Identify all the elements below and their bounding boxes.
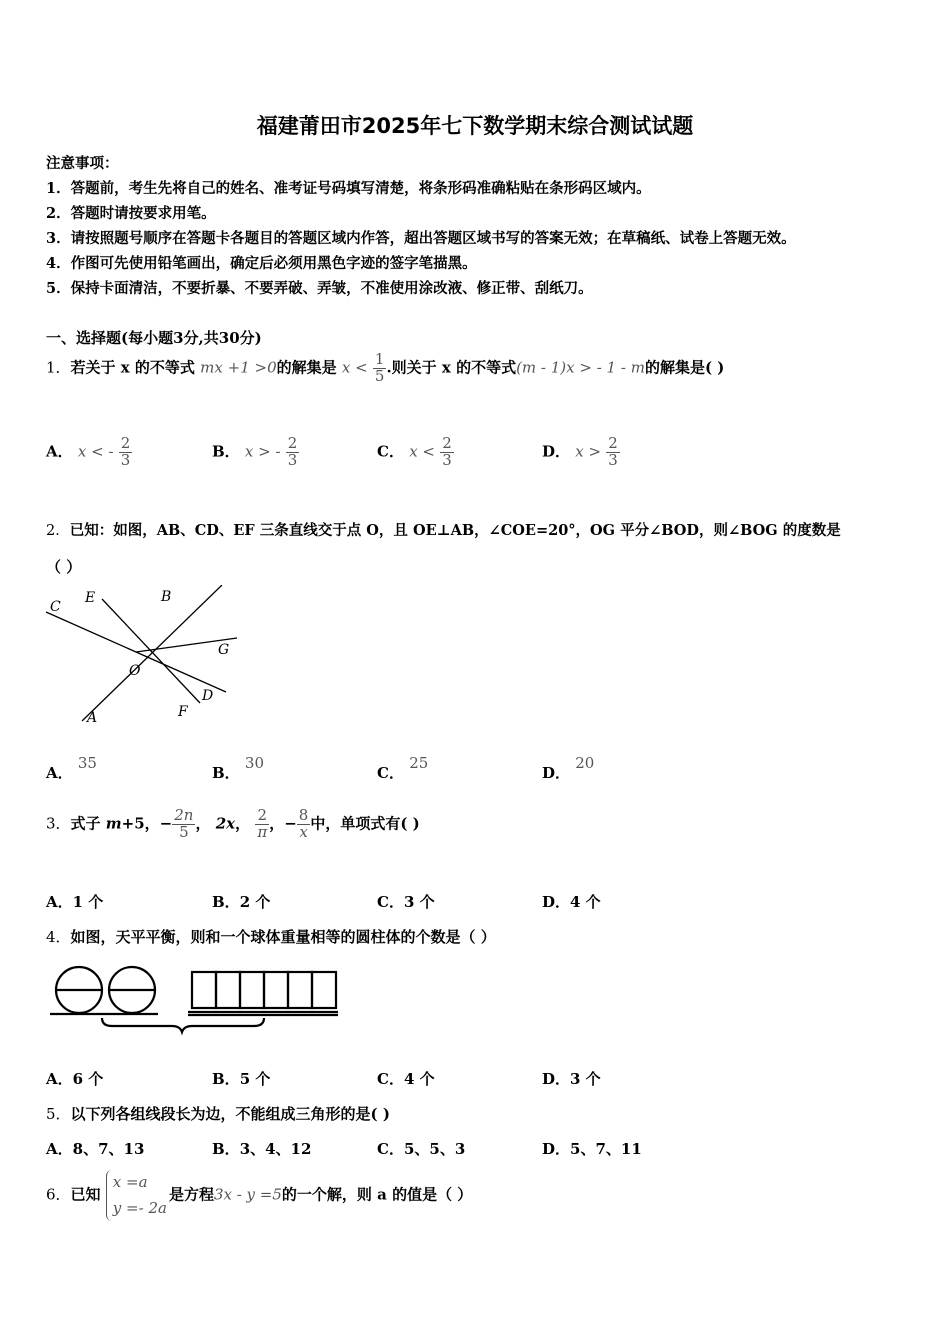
section-heading: 一、选择题(每小题3分,共30分)	[46, 329, 262, 347]
option-c[interactable]: C．5、5、3	[377, 1140, 466, 1158]
question-text: 已知：如图，AB、CD、EF 三条直线交于点 O，且 OE⊥AB，∠COE=20°，OG 平分∠BOD，则∠BOG 的度数是	[69, 522, 841, 539]
notice-item: 4．作图可先使用铅笔画出，确定后必须用黑色字迹的签字笔描黑。	[46, 255, 477, 272]
inequality-expression: mx +1 >0	[200, 358, 277, 377]
option-b[interactable]: B．3、4、12	[212, 1140, 312, 1158]
question-text: 以下列各组线段长为边，不能组成三角形的是( )	[70, 1105, 390, 1123]
option-a[interactable]: A．1 个	[46, 893, 104, 911]
balance-figure	[46, 960, 340, 1036]
fraction: $\frac{1}{5}$	[374, 350, 385, 385]
option-a[interactable]: A． x < - $\frac{2}{3}$	[46, 434, 131, 469]
cylinder	[264, 972, 288, 1008]
question-number: 3．	[46, 814, 71, 833]
notice-item: 1．答题前，考生先将自己的姓名、准考证号码填写清楚，将条形码准确粘贴在条形码区域内。	[46, 180, 651, 197]
math-term: m	[105, 814, 122, 833]
cylinder	[216, 972, 240, 1008]
question-number: 4．	[46, 928, 71, 946]
equation: 3x - y =5	[213, 1185, 282, 1204]
option-a[interactable]: A．6 个	[46, 1070, 104, 1088]
label-f: F	[178, 704, 188, 720]
question-number: 5．	[46, 1105, 71, 1123]
math-term: 2x	[215, 814, 236, 833]
option-c[interactable]: C．4 个	[377, 1070, 435, 1088]
fraction: $\frac{2}{\pi}$	[257, 806, 268, 841]
option-d[interactable]: D． 20	[542, 754, 595, 782]
option-c[interactable]: C．3 个	[377, 893, 435, 911]
option-d[interactable]: D．5、7、11	[542, 1140, 642, 1158]
label-e: E	[85, 590, 96, 606]
label-o: O	[129, 663, 141, 679]
option-b[interactable]: B． x > - $\frac{2}{3}$	[212, 434, 298, 469]
question-text: 若关于 x 的不等式	[70, 358, 195, 377]
label-c: C	[50, 599, 61, 615]
question-4	[46, 926, 496, 947]
question-number: 2．	[46, 523, 70, 539]
question-5	[46, 1103, 390, 1124]
notice-item: 3．请按照题号顺序在答题卡各题目的答题区域内作答，超出答题区域书写的答案无效；在草稿纸、试卷上答题无效。	[46, 230, 796, 247]
fraction: $\frac{8}{x}$	[298, 806, 309, 841]
question-6	[46, 1170, 472, 1221]
question-text: .则关于 x 的不等式	[386, 358, 517, 377]
option-c[interactable]: C． 25	[377, 754, 429, 782]
question-text: 的解集是( )	[644, 358, 725, 377]
cylinder	[312, 972, 336, 1008]
question-number: 6．	[46, 1185, 71, 1204]
solution-expression: x <	[341, 358, 368, 377]
question-text: 是方程	[168, 1185, 214, 1204]
option-b[interactable]: B． 30	[212, 754, 265, 782]
option-d[interactable]: D．3 个	[542, 1070, 601, 1088]
cylinder	[240, 972, 264, 1008]
brace	[102, 1018, 264, 1032]
question-text: 的解集是	[276, 358, 337, 377]
math-term: +5，−	[121, 814, 173, 833]
question-text: 式子	[70, 814, 101, 833]
equation-system: x =a y =- 2a	[106, 1170, 167, 1221]
option-a[interactable]: A．8、7、13	[46, 1140, 145, 1158]
inequality-expression: (m - 1)x > - 1 - m	[516, 358, 645, 377]
question-text: 已知	[70, 1185, 101, 1204]
cylinder	[192, 972, 216, 1008]
notice-item: 2．答题时请按要求用笔。	[46, 205, 216, 222]
question-1	[46, 352, 724, 385]
label-b: B	[161, 589, 172, 605]
notice-item: 5．保持卡面清洁，不要折暴、不要弄破、弄皱，不准使用涂改液、修正带、刮纸刀。	[46, 280, 593, 297]
label-d: D	[202, 688, 214, 704]
fraction: $\frac{2n}{5}$	[174, 806, 194, 841]
page-title: 福建莆田市2025年七下数学期末综合测试试题	[256, 114, 694, 138]
option-b[interactable]: B．5 个	[212, 1070, 271, 1088]
label-a: A	[87, 710, 98, 725]
notice-heading: 注意事项：	[46, 155, 119, 172]
option-d[interactable]: D．4 个	[542, 893, 601, 911]
option-d[interactable]: D． x > $\frac{2}{3}$	[542, 434, 618, 469]
answer-paren: （ ）	[46, 558, 82, 576]
option-a[interactable]: A． 35	[46, 754, 97, 782]
question-number: 1．	[46, 358, 71, 377]
question-2	[46, 519, 841, 540]
question-text: 的一个解，则 a 的值是（ ）	[281, 1185, 473, 1204]
label-g: G	[218, 642, 230, 658]
question-3: 3．式子 m+5，− $\frac{2n}{5}$ ， 2x， $\frac{2}{\pi}$ ，− $\frac{8}{x}$ 中，单项式有( )	[46, 806, 420, 841]
option-b[interactable]: B．2 个	[212, 893, 271, 911]
cylinder	[288, 972, 312, 1008]
question-text: 中，单项式有( )	[310, 814, 420, 833]
option-c[interactable]: C． x < $\frac{2}{3}$	[377, 434, 452, 469]
question-text: 如图，天平平衡，则和一个球体重量相等的圆柱体的个数是（ ）	[70, 928, 496, 946]
lines-intersection-figure	[44, 585, 244, 725]
